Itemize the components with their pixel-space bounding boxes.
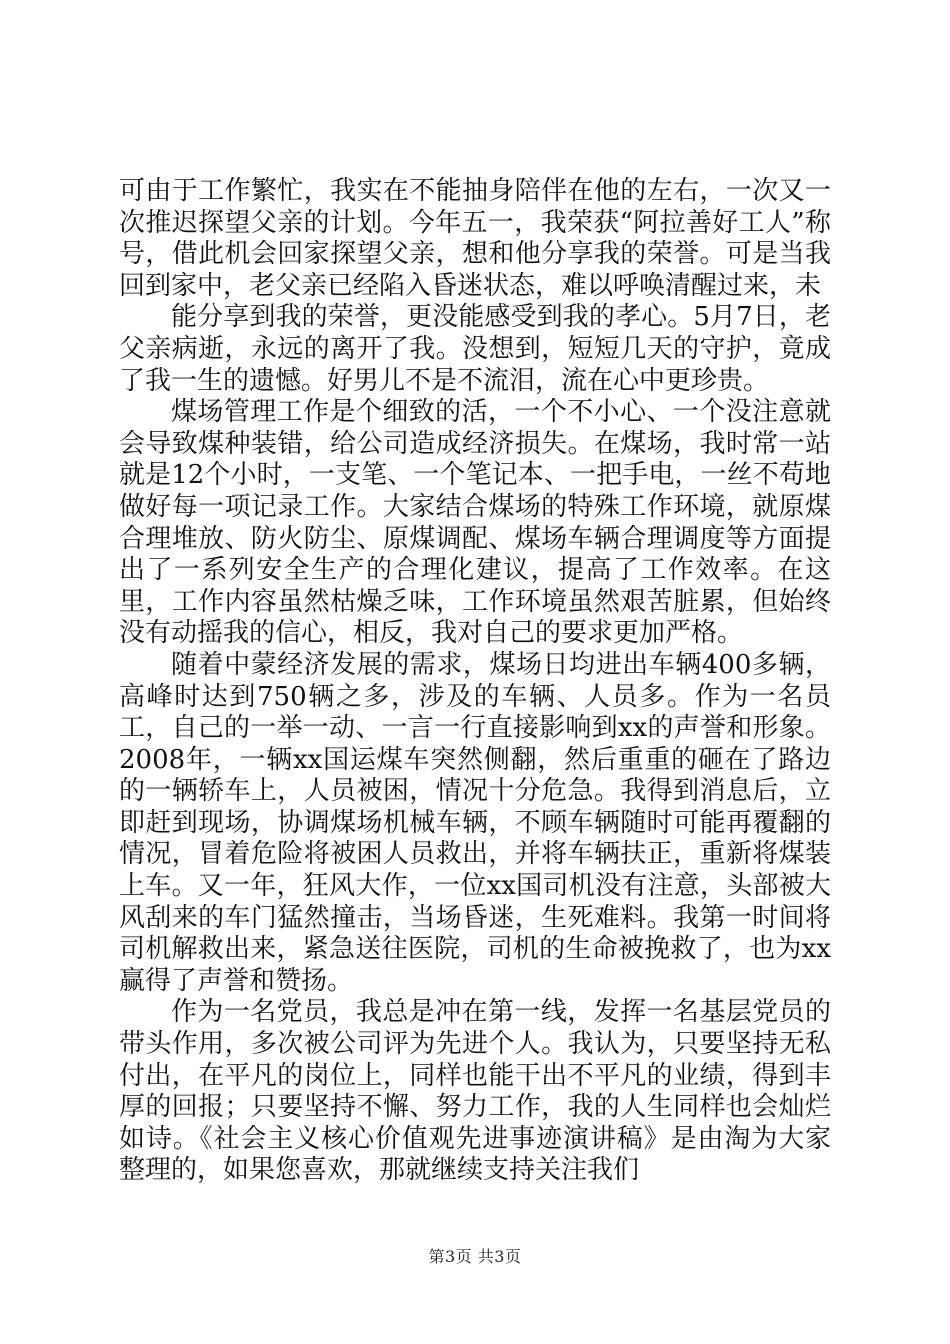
page-number-footer: 第3页 共3页: [428, 1247, 522, 1266]
paragraph-1: 可由于工作繁忙，我实在不能抽身陪伴在他的左右，一次又一次推迟探望父亲的计划。今年五一，我荣获“阿拉善好工人”称号，借此机会回家探望父亲，想和他分享我的荣誉。可是当我回到家中，老父亲已经陷入昏迷状态，难以呼唤清醒过来，未: [119, 176, 831, 301]
paragraph-5: 作为一名党员，我总是冲在第一线，发挥一名基层党员的带头作用，多次被公司评为先进个人。我认为，只要坚持无私付出，在平凡的岗位上，同样也能干出不平凡的业绩，得到丰厚的回报；只要坚持不懈、努力工作，我的人生同样也会灿烂如诗。《社会主义核心价值观先进事迹演讲稿》是由淘为大家整理的，如果您喜欢，那就继续支持关注我们: [119, 997, 831, 1186]
paragraph-2: 能分享到我的荣誉，更没能感受到我的孝心。5月7日，老父亲病逝，永远的离开了我。没想到，短短几天的守护，竟成了我一生的遗憾。好男儿不是不流泪，流在心中更珍贵。: [119, 302, 831, 396]
paragraph-3: 煤场管理工作是个细致的活，一个不小心、一个没注意就会导致煤种装错，给公司造成经济损失。在煤场，我时常一站就是12个小时，一支笔、一个笔记本、一把手电，一丝不苟地做好每一项记录工作。大家结合煤场的特殊工作环境，就原煤合理堆放、防火防尘、原煤调配、煤场车辆合理调度等方面提出了一系列安全生产的合理化建议，提高了工作效率。在这里，工作内容虽然枯燥乏味，工作环境虽然艰苦脏累，但始终没有动摇我的信心，相反，我对自己的要求更加严格。: [119, 397, 831, 649]
document-body: [119, 176, 831, 1187]
paragraph-4: 随着中蒙经济发展的需求，煤场日均进出车辆400多辆，高峰时达到750辆之多，涉及的车辆、人员多。作为一名员工，自己的一举一动、一言一行直接影响到xx的声誉和形象。2008年，一辆xx国运煤车突然侧翻，然后重重的砸在了路边的一辆轿车上，人员被困，情况十分危急。我得到消息后，立即赶到现场，协调煤场机械车辆，不顾车辆随时可能再覆翻的情况，冒着危险将被困人员救出，并将车辆扶正，重新将煤装上车。又一年，狂风大作，一位xx国司机没有注意，头部被大风刮来的车门猛然撞击，当场昏迷，生死难料。我第一时间将司机解救出来，紧急送往医院，司机的生命被挽救了，也为xx赢得了声誉和赞扬。: [119, 649, 831, 996]
